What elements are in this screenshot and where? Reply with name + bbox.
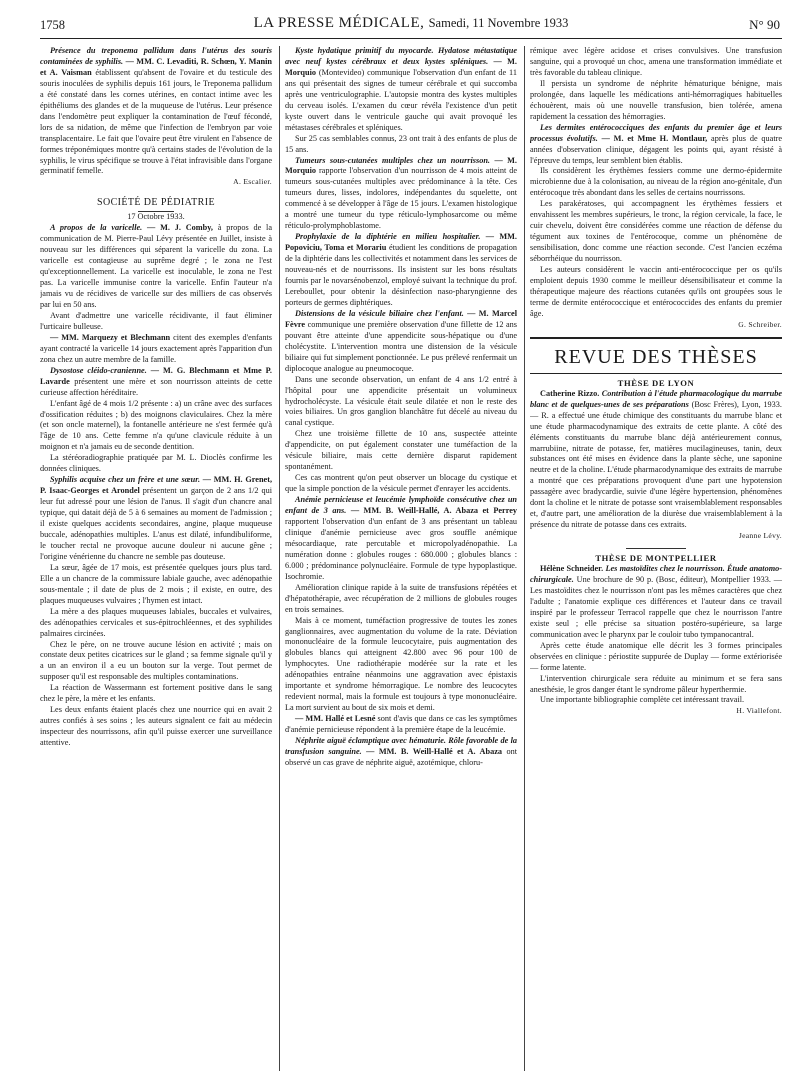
subsection-heading: THÈSE DE LYON <box>617 377 695 388</box>
article-text: sont d'avis que dans ce cas les symptômes d'anémie pernicieuse répondent à la première étape de la leucémie. <box>285 714 517 735</box>
article-paragraph <box>530 123 782 167</box>
article-paragraph: Les parakératoses, qui accompagnent les érythèmes fessiers et envahissent les membres supérieurs, le tronc, la région cervicale, la face, le cuir chevelu, doivent être considérées comme une réaction de défense du tégument aux toxines de l'entérocoque, comme un phénomène de sensibilisation, donc comme une réaction seconde. C'est l'ancien eczéma séborrhéique du nourrisson. <box>530 199 782 264</box>
article-title: Kyste hydatique primitif du myocarde. Hydatose métastatique avec neuf kystes cérébraux et deux kystes spléniques. <box>285 46 517 66</box>
article-text: Une brochure de 90 p. (Bosc, éditeur), Montpellier 1933. — Les mastoïdites chez le nourrisson n'ont pas les mêmes caractères que chez l'adulte ; l'anatomie explique ces différences et l'auteur dans ce travail inspiré par le professeur Terracol rappelle que chez le nourrisson l'antre existe seul ; elle précise sa situation postéro-supérieure, sa large communication avec le pharynx par le couloir tubo tympanocantral. <box>530 574 782 639</box>
journal-name: LA PRESSE MÉDICALE, <box>253 15 425 31</box>
article-title: Néphrite aiguë éclamptique avec hématurie. Rôle favorable de la transfusion sanguine. <box>285 736 517 756</box>
page-header <box>40 14 782 39</box>
issue-date: Samedi, 11 Novembre 1933 <box>428 16 569 30</box>
article-title: Prophylaxie de la diphtérie en milieu hospitalier. <box>295 232 481 242</box>
article-text: présentent une mère et son nourrisson atteints de cette curieuse affection héréditaire. <box>40 376 272 397</box>
article-authors: — MM. B. Weill-Hallé, A. Abaza et Perrey <box>350 506 517 516</box>
column-middle <box>285 46 517 1076</box>
subsection-heading: THÈSE DE MONTPELLIER <box>595 553 717 564</box>
article-authors: — MM. B. Weill-Hallé et A. Abaza <box>366 747 502 756</box>
article-paragraph: Il persista un syndrome de néphrite hématurique bénigne, mais prolongée, dans laquelle les médications anti-hémorragiques habituelles échouèrent, mais où une nouvelle transfusion, bien tolérée, amena rapidement la cessation des hémorragies. <box>530 78 782 121</box>
article-paragraph: L'intervention chirurgicale sera réduite au minimum et se fera sans anesthésie, le gros danger étant le syndrome pâleur hyperthermie. <box>530 673 782 694</box>
article-text: rapportent l'observation d'un enfant de 3 ans présentant un tableau clinique d'anémie pernicieuse avec gros souffle anémique mésocardiaque, rate percutable et micropolyadénopathie. La numération donne : globules rouges : 680.000 ; globules blancs : 6.000 ; prédominance polynucléaire. Formule de type hypoplastique. Isochromie. <box>285 516 517 581</box>
revue-banner <box>530 337 782 374</box>
article-paragraph: Une importante bibliographie complète cet intéressant travail. <box>540 695 745 705</box>
article-paragraph <box>285 232 517 309</box>
article-title: A propos de la varicelle. <box>50 223 143 233</box>
article-text: citent des exemples d'enfants ayant contracté la varicelle 14 jours exactement après l'apparition d'un zona chez un autre membre de la famille. <box>40 332 272 364</box>
thesis-author: Hélène Schneider. <box>540 564 604 574</box>
article-paragraph: Chez le père, on ne trouve aucune lésion en activité ; mais on constate deux petites cicatrices sur le gland ; sa femme signale qu'il y a un an environ il a eu un bouton sur la verge. Tout permet de supposer qu'il est responsable des multiples contaminations. <box>40 639 272 682</box>
article-paragraph <box>285 495 517 583</box>
signature: G. Schreiber. <box>738 319 782 329</box>
article-title: Dysostose cléido-cranienne. <box>50 365 147 375</box>
article-text: (Montevideo) communique l'observation d'un enfant de 11 ans qui présentait des signes de tumeur cérébrale et qui succomba après une ventriculographie. L'autopsie montra des kystes multiples du cerveau isolés. L'examen du cœur révéla l'existence d'un petit kyste ouvert dans le ventricule gauche qui avait provoqué les métastases cérébrales et spléniques. <box>285 67 517 132</box>
article-paragraph: La sœur, âgée de 17 mois, est présentée quelques jours plus tard. Elle a un chancre de la commissure labiale gauche, avec adénopathie sous-mentale ; il date de plus de 2 mois ; il existe, en outre, des plaques muqueuses vulvaires ; l'hymen est intact. <box>40 562 272 605</box>
article-paragraph <box>285 736 517 769</box>
article-text: ont observé un cas grave de néphrite aiguë, azotémique, chloru- <box>285 747 517 767</box>
article-paragraph <box>285 309 517 375</box>
article-text: rapporte l'observation d'un nourrisson de 4 mois atteint de tumeurs sous-cutanées multiples avec prédominance à la tête. Ces tumeurs dures, lisses, indolores, indépendantes du squelette, ont commencé à se développer à l'âge de 15 jours. L'examen histologique a montré une tumeur du type réticulo-lymphosarcome ou même réticulo-prolymphoblastome. <box>285 166 517 231</box>
article-authors: — MM. Popoviciu, Toma et Morariu <box>285 232 517 253</box>
thesis-author: Catherine Rizzo. <box>540 388 600 398</box>
article-paragraph: Ils considèrent les érythèmes fessiers comme une dermo-épidermite microbienne due à la colonisation, au niveau de la région ano-génitale, d'un entérocoque très abondant dans les selles de certains nourrissons. <box>530 166 782 198</box>
signature: A. Escalier. <box>233 177 272 187</box>
article-paragraph: Mais à ce moment, tuméfaction progressive de toutes les zones ganglionnaires, avec augmentation du volume de la rate. Déviation mononucléaire de la formule leucocytaire, puis augmentation des globules blancs qui atteignent 42.800 avec 96 pour 100 de lymphocytes. Une radiothérapie modérée sur la rate et les adénopathies entraîne néanmoins une aggravation avec épistaxis importante et syndrome hémorragique. Le nombre des leucocytes redevient normal, mais la formule est toujours à type mononucléaire. La mort survient au bout de six mois et demi. <box>285 615 517 713</box>
column-right <box>530 46 782 1076</box>
article-authors: — MM. Hallé et Lesné <box>295 714 376 724</box>
article-authors: — MM. C. Levaditi, R. Schœn, Y. Manin et A. Vaisman <box>40 56 272 77</box>
article-authors: — M. Morquio <box>285 155 517 176</box>
section-date: 17 Octobre 1933. <box>127 212 185 222</box>
article-paragraph: La réaction de Wassermann est fortement positive dans le sang chez le père, la mère et les enfants. <box>40 683 272 704</box>
article-paragraph: Chez une troisième fillette de 10 ans, suspectée atteinte d'appendicite, on put également constater une tuméfaction de la vésicule biliaire, mais cette dernière disparut rapidement spontanément. <box>285 429 517 472</box>
article-text: établissent qu'absent de l'ovaire et du testicule des souris inoculées de syphilis depuis 161 jours, le Treponema pallidum a été constaté dans les cornes utérines, en contact intime avec les épithéliums des glandes et de la muqueuse de l'utérus. Leur présence dans l'endomètre peut expliquer la contamination de l'œuf fécondé, lors de sa nidation, de même que l'infection de l'embryon par voie transplacentaire. Le fait que l'ovaire peut être virulent en l'absence de formes tréponémiques montre qu'à certains stades de l'évolution de la syphilis, le virus spécifique se trouve à l'état infravisible dans l'organe germinatif femelle. <box>40 67 272 176</box>
article-paragraph: Après cette étude anatomique elle décrit les 3 formes principales observées en clinique : périostite suppurée de Duplay — forme extériorisée — forme latente. <box>530 640 782 672</box>
page-number: 1758 <box>40 18 65 32</box>
article-text: présentent un garçon de 2 ans 1/2 qui leur fut adressé pour une lésion de l'anus. Il s'agit d'un chancre anal typique, qui datait déjà de 5 à 6 semaines au moment de l'admission ; il existe quelques accidents secondaires, angine, plaque muqueuse buccale, adénopathies multiples. L'anus est dilaté, infundibuliforme, le toucher rectal ne provoque aucune douleur ni aucune gêne ; l'origine vénérienne du chancre ne semble pas douteuse. <box>40 486 272 561</box>
article-paragraph <box>40 475 272 563</box>
article-paragraph: Sur 25 cas semblables connus, 23 ont trait à des enfants de plus de 15 ans. <box>285 133 517 154</box>
article-paragraph <box>285 714 517 736</box>
article-paragraph: La mère a des plaques muqueuses labiales, buccales et vulvaires, des adénopathies cervicales et sus-épitrochléennes, et des syphilides palmaires circinées. <box>40 606 272 638</box>
column-left <box>40 46 272 1076</box>
article-paragraph: L'enfant âgé de 4 mois 1/2 présente : a) un crâne avec des surfaces d'ossification réduites ; b) des moignons claviculaires. Chez la mère (et son oncle maternel), la fontanelle antérieure ne s'est fermée qu'à l'âge de 10 ans. Cette femme n'a qu'une clavicule réduite à un moignon et n'a jamais eu de seconde dentition. <box>40 398 272 452</box>
article-text: — R. a effectué une étude chimique des constituants du marrube blanc et une étude pharmacodynamique des extraits de cette plante. A côté des éléments constituants du marrube blanc déjà antérieurement connus, marrubiine, nitrate de potasse, fer, matières mucilagineuses, tanin, deux substances ont été mises en évidence dans la plante sèche, une saponine neutre et de la choline. L'étude pharmacodynamique des extraits de marrube a montré que ces préparations provoquent d'une part une hypotension passagère avec bradycardie, suivie d'une légère hypertension, phénomènes dont la choline et le nitrate de potasse sont vraisemblablement responsables et, d'autre part, une amélioration de la diurèse due vraisemblablement à la présence du nitrate de potasse dans ces extraits. <box>530 410 782 530</box>
article-authors: — M. Marcel Fèvre <box>285 308 517 329</box>
issue-number: N° 90 <box>749 17 780 32</box>
article-title: Les dermites entérococciques des enfants du premier âge et leurs processus évolutifs. <box>530 122 782 143</box>
article-paragraph: Amélioration clinique rapide à la suite de transfusions répétées et d'hépatothérapie, avec récupération de 2 millions de globules rouges en trois semaines. <box>285 582 517 614</box>
signature: H. Viallefont. <box>736 706 782 716</box>
journal-title-line <box>40 15 782 32</box>
thesis-title: Contribution à l'étude pharmacologique du marrube blanc et de quelques-unes de ses préparations <box>530 388 782 409</box>
section-title: REVUE DES THÈSES <box>554 345 758 368</box>
article-title: Distensions de la vésicule biliaire chez l'enfant. <box>295 308 464 318</box>
section-heading: SOCIÉTÉ DE PÉDIATRIE <box>97 197 215 209</box>
article-authors: — M. Morquio <box>285 56 517 77</box>
article-title: Syphilis acquise chez un frère et une sœur. <box>50 475 201 485</box>
signature: Jeanne Lévy. <box>738 531 782 541</box>
article-paragraph: Avant d'admettre une varicelle récidivante, il faut éliminer l'urticaire bulleuse. <box>40 310 272 331</box>
article-paragraph: Les deux enfants étaient placés chez une nourrice qui en avait 2 autres confiés à ses soins ; les auteurs signalent ce fait au médecin inspecteur des nourrissons, afin qu'il puisse exercer une surveillance attentive. <box>40 705 272 748</box>
article-paragraph <box>40 333 272 366</box>
article-paragraph: Ces cas montrent qu'on peut observer un blocage du cystique et que la simple ponction de la vésicule permet d'enrayer les accidents. <box>285 473 517 494</box>
thesis-title: Les mastoïdites chez le nourrisson. Étude anatomo-chirurgicale. <box>530 564 782 584</box>
article-authors: — M. J. Comby, <box>147 223 213 233</box>
article-title: Tumeurs sous-cutanées multiples chez un nourrisson. <box>295 155 490 165</box>
article-paragraph <box>40 223 272 311</box>
article-paragraph: La stéréoradiographie pratiquée par M. L. Dioclès confirme les données cliniques. <box>40 453 272 474</box>
thesis-publication: (Bosc Frères), Lyon, 1933. <box>691 399 782 409</box>
article-paragraph: rémique avec légère acidose et crises convulsives. Une transfusion sanguine, qui a provoqué un choc, amena une transformation immédiate et très favorable du tableau clinique. <box>530 46 782 77</box>
article-title: Présence du treponema pallidum dans l'utérus des souris contaminées de syphilis. <box>40 46 272 66</box>
article-authors: — M. et Mme H. Montlaur, <box>601 133 708 143</box>
article-authors: — MM. Marquezy et Blechmann <box>50 332 171 342</box>
article-paragraph <box>285 46 517 134</box>
article-authors: — M. G. Blechmann et Mme P. Lavarde <box>40 365 272 386</box>
article-paragraph <box>40 46 272 177</box>
article-paragraph: Les auteurs considèrent le vaccin anti-entérococcique per os qu'ils emploient depuis 1930 comme le meilleur désensibilisateur et comme la thérapeutique majeure des réactions cutanées qu'ils ont groupées sous le terme de dermite entérococcique et entérococcides des enfants du premier âge. <box>530 265 782 318</box>
article-text: communique une première observation d'une fillette de 12 ans pouvant être atteinte d'une appendicite sous-hépatique ou d'une cholécystite. L'intervention montra une distension de la vésicule biliaire qui fut simplement ponctionnée. Le pus prélevé renfermait un diplocoque analogue au pneumocoque. <box>285 319 517 373</box>
article-authors: — MM. H. Grenet, P. Isaac-Georges et Arondel <box>40 475 272 496</box>
article-paragraph <box>40 366 272 399</box>
article-paragraph <box>530 564 782 641</box>
article-text: après plus de quatre années d'observation clinique, dégagent les points qui, ayant résisté à l'épreuve du temps, leur semblent bien établis. <box>530 133 782 165</box>
article-paragraph: Dans une seconde observation, un enfant de 4 ans 1/2 entré à l'hôpital pour une appendicite présentait un volumineux hydrocholécyste. La vésicule était seule dilatée et non le reste des voies biliaires. Un gros ganglion blanchâtre fut décelé au niveau du canal cystique. <box>285 374 517 428</box>
column-rule-right <box>524 46 525 1071</box>
article-text: à propos de la communication de M. Pierre-Paul Lévy présentée en Juillet, insiste à nouveau sur les différences qui séparent la varicelle du zona. La varicelle est contagieuse au suprême degré ; le zona ne l'est qu'exceptionnellement. La varicelle est inoculable, le zona ne l'est pas. La varicelle immunise contre la varicelle. Enfin l'auteur n'a jamais vu de récidives de varicelle sur des milliers de cas observés par lui en 50 ans. <box>40 223 272 309</box>
article-title: Anémie pernicieuse et leucémie lymphoïde consécutive chez un enfant de 3 ans. <box>285 495 517 516</box>
article-text: étudient les conditions de propagation de la diphtérie dans les collectivités et notamment dans les services de nouveau-nés et de nourrissons. Ils insistent sur les bons résultats fournis par le novarsénobenzol, employé suivant la technique du prof. Lereboullet, pour obtenir la désinfection naso-pharyngienne des porteurs de germes diphtériques. <box>285 243 517 307</box>
column-rule-left <box>279 46 280 1071</box>
section-divider <box>626 548 686 549</box>
article-paragraph <box>285 156 517 233</box>
article-paragraph <box>530 389 782 531</box>
